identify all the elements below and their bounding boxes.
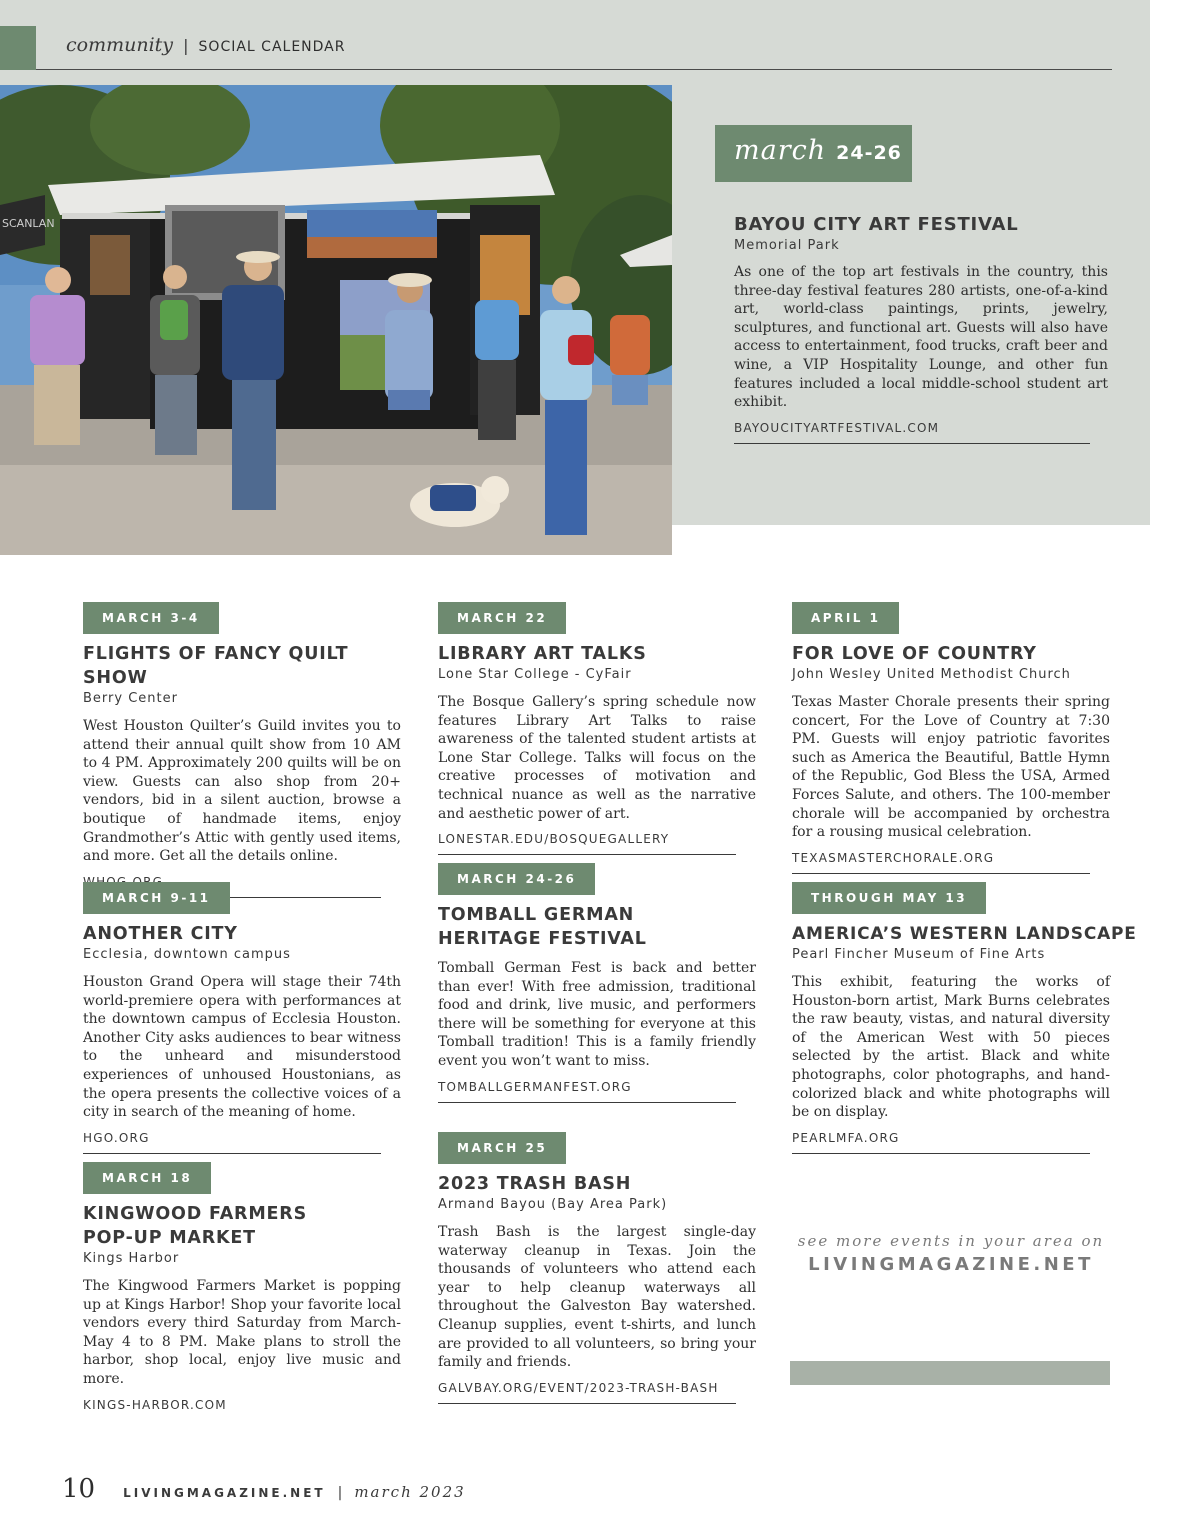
event-description: Tomball German Fest is back and better than ever! With free admission, traditional food and drink, live music, and performers there will be something for everyone at this Tomball tradition! This is a family friendly event you won’t want to miss.	[438, 960, 756, 1069]
event-url[interactable]: HGO.ORG	[83, 1130, 150, 1145]
header-divider	[36, 69, 1112, 70]
event-title: LIBRARY ART TALKS	[438, 644, 647, 664]
event-url[interactable]: GALVBAY.ORG/EVENT/2023-TRASH-BASH	[438, 1380, 719, 1395]
event-date-badge: MARCH 3-4	[83, 602, 219, 634]
feature-event-venue: Memorial Park	[734, 238, 840, 253]
feature-event-body: As one of the top art festivals in the country, this three-day festival features 280 artists, one-of-a-kind art, world-class paintings, prints, jewelry, sculptures, and functional art. Guests will also have access to entertainment, food trucks, craft beer and wine, a VIP Hospitality Lounge, and other fun features included a local middle-school student art exhibit.	[734, 264, 1108, 411]
event-date-badge: MARCH 25	[438, 1132, 566, 1164]
event-title: FLIGHTS OF FANCY QUILT SHOW	[83, 644, 349, 688]
page-footer	[62, 1474, 466, 1504]
festival-photo	[0, 85, 672, 555]
event-description: Trash Bash is the largest single-day waterway cleanup in Texas. Join the thousands of volunteers who attend each year to help cleanup waterways all throughout the Galveston Bay watershed. Cleanup supplies, event t-shirts, and lunch are provided to all volunteers, so bring your family and friends.	[438, 1224, 756, 1371]
event-divider	[792, 873, 1090, 874]
feature-event-url[interactable]: BAYOUCITYARTFESTIVAL.COM	[734, 420, 940, 435]
decorative-bar	[790, 1361, 1110, 1385]
event-url[interactable]: PEARLMFA.ORG	[792, 1130, 900, 1145]
event-date-badge: MARCH 22	[438, 602, 566, 634]
see-more-link[interactable]: LIVINGMAGAZINE.NET	[808, 1254, 1094, 1275]
event-description: Houston Grand Opera will stage their 74th world-premiere opera with performances at the downtown campus of Ecclesia Houston. Another City asks audiences to bear witness to the unheard and misunderstood experiences of unhoused Houstonians, as the opera presents the collective voices of a city in search of the meaning of home.	[83, 974, 401, 1121]
event-venue: Armand Bayou (Bay Area Park)	[438, 1197, 668, 1212]
event-divider	[438, 1102, 736, 1103]
event-url[interactable]: LONESTAR.EDU/BOSQUEGALLERY	[438, 832, 670, 847]
event-title: TOMBALL GERMAN HERITAGE FESTIVAL	[438, 905, 647, 949]
event-description: The Bosque Gallery’s spring schedule now features Library Art Talks to raise awareness of the talented student artists at Lone Star College. Talks will focus on the creative processes of motivation and technical nuance as well as the narrative and aesthetic power of art.	[438, 694, 756, 822]
event-date-badge: MARCH 24-26	[438, 863, 595, 895]
footer-site: LIVINGMAGAZINE.NET	[123, 1486, 326, 1500]
event-divider	[438, 854, 736, 855]
event-description: West Houston Quilter’s Guild invites you to attend their annual quilt show from 10 AM to 4 PM. Approximately 200 quilts will be on view. Guests can also shop from 20+ vendors, bid in a silent auction, browse a boutique of handmade items, enjoy Grandmother’s Attic with gently used items, and more. Get all the details online.	[83, 718, 401, 865]
corner-tab	[0, 26, 36, 70]
feature-date-month: march	[734, 135, 827, 166]
footer-separator: |	[337, 1485, 343, 1501]
event-card	[438, 602, 756, 855]
event-venue: Berry Center	[83, 691, 178, 706]
event-venue: John Wesley United Methodist Church	[792, 667, 1071, 682]
event-url[interactable]: TOMBALLGERMANFEST.ORG	[438, 1079, 632, 1094]
event-description: The Kingwood Farmers Market is popping up at Kings Harbor! Shop your favorite local vendors every third Saturday from March-May 4 to 8 PM. Make plans to stroll the harbor, shop local, enjoy live music and more.	[83, 1278, 401, 1387]
event-date-badge: APRIL 1	[792, 602, 899, 634]
feature-date-days: 24-26	[836, 142, 902, 164]
page-number: 10	[62, 1474, 96, 1504]
event-venue: Lone Star College - CyFair	[438, 667, 632, 682]
feature-event-divider	[734, 443, 1090, 444]
feature-date-badge	[715, 125, 912, 182]
event-description: Texas Master Chorale presents their spring concert, For the Love of Country at 7:30 PM. Guests will enjoy patriotic favorites such as America the Beautiful, Battle Hymn of the Republic, God Bless the USA, Armed Forces Salute, and others. The 100-member chorale will be accompanied by orchestra for a rousing musical celebration.	[792, 694, 1110, 841]
event-card	[438, 863, 756, 1103]
event-divider	[792, 1153, 1090, 1154]
event-url[interactable]: KINGS-HARBOR.COM	[83, 1397, 227, 1412]
footer-issue: march 2023	[354, 1483, 466, 1501]
event-divider	[438, 1403, 736, 1404]
event-title: KINGWOOD FARMERS POP-UP MARKET	[83, 1204, 307, 1248]
see-more-text: see more events in your area on	[797, 1232, 1105, 1250]
event-date-badge: MARCH 18	[83, 1162, 211, 1194]
photo-sign-text: SCANLAN	[2, 217, 55, 230]
event-title: FOR LOVE OF COUNTRY	[792, 644, 1037, 664]
festival-photo-illustration	[0, 85, 672, 555]
page-header	[66, 33, 345, 59]
event-card	[438, 1132, 756, 1404]
feature-event	[734, 205, 1108, 444]
event-venue: Pearl Fincher Museum of Fine Arts	[792, 947, 1046, 962]
event-title: AMERICA’S WESTERN LANDSCAPE	[792, 924, 1137, 944]
header-kicker: community	[66, 34, 174, 56]
event-title: 2023 TRASH BASH	[438, 1174, 632, 1194]
event-description: This exhibit, featuring the works of Houston-born artist, Mark Burns celebrates the raw beauty, vistas, and natural diversity of the American West with 50 pieces selected by the artist. Black and white photographs, color photographs, and hand-colorized black and white photographs will be on display.	[792, 974, 1110, 1121]
event-card	[83, 1162, 403, 1412]
header-section: SOCIAL CALENDAR	[198, 39, 346, 55]
event-url[interactable]: TEXASMASTERCHORALE.ORG	[792, 850, 995, 865]
see-more-promo	[792, 1232, 1110, 1275]
event-venue: Ecclesia, downtown campus	[83, 947, 291, 962]
event-venue: Kings Harbor	[83, 1251, 180, 1266]
event-date-badge: THROUGH MAY 13	[792, 882, 986, 914]
event-card	[83, 882, 401, 1154]
header-separator: |	[183, 36, 189, 55]
event-card	[83, 602, 401, 898]
event-title: ANOTHER CITY	[83, 924, 238, 944]
feature-event-title: BAYOU CITY ART FESTIVAL	[734, 214, 1019, 235]
event-card	[792, 602, 1110, 874]
event-divider	[83, 1153, 381, 1154]
event-date-badge: MARCH 9-11	[83, 882, 230, 914]
event-card	[792, 882, 1137, 1154]
